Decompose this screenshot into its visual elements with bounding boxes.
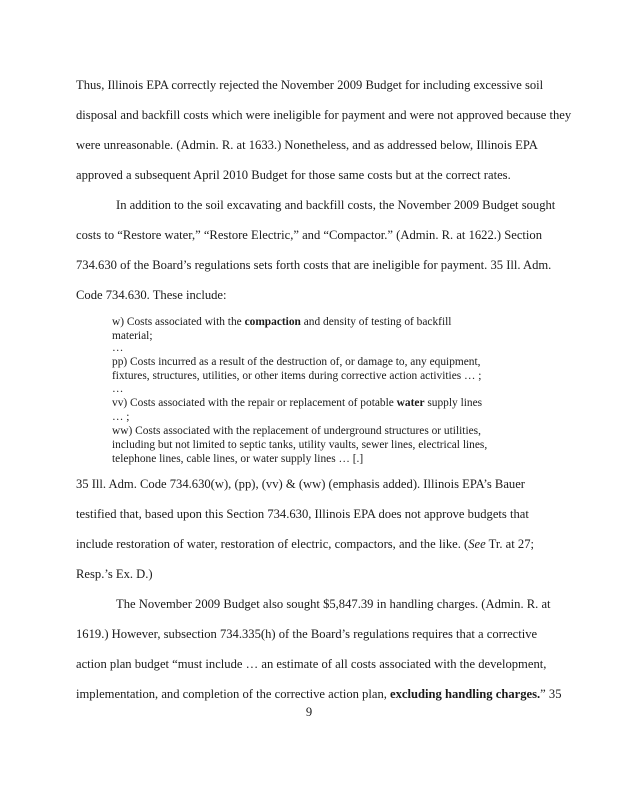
quote-item-pp-line-2: fixtures, structures, utilities, or other items during corrective action activities … ; — [112, 370, 482, 382]
quote-w-text: w) Costs associated with the — [112, 316, 245, 328]
see-signal: See — [468, 537, 486, 551]
quote-vv-text: vv) Costs associated with the repair or replacement of potable — [112, 397, 397, 409]
quote-w-text-end: and density of testing of backfill — [300, 316, 452, 328]
paragraph-2-line-4: Code 734.630. These include: — [76, 288, 227, 302]
quote-w-emphasis: compaction — [244, 316, 301, 328]
paragraph-3-line-3 — [76, 536, 546, 552]
paragraph-1-line-2: disposal and backfill costs which were ineligible for payment and were not approved because they — [76, 108, 572, 122]
quote-item-ww-line-3: telephone lines, cable lines, or water supply lines … [.] — [112, 453, 364, 465]
paragraph-4-emphasis: excluding handling charges. — [390, 687, 541, 701]
paragraph-3-line-3-end: Tr. at 27; — [485, 537, 534, 551]
paragraph-4-line-1: The November 2009 Budget also sought $5,847.39 in handling charges. (Admin. R. at — [116, 597, 551, 611]
paragraph-2-line-1: In addition to the soil excavating and backfill costs, the November 2009 Budget sought — [116, 198, 556, 212]
quote-item-ww-line-2: including but not limited to septic tanks, utility vaults, sewer lines, electrical lines, — [112, 439, 488, 451]
page-number: 9 — [305, 705, 313, 719]
paragraph-4-line-4 — [76, 686, 562, 702]
paragraph-3-line-3-text: include restoration of water, restoration of electric, compactors, and the like. ( — [76, 537, 469, 551]
paragraph-2-line-3: 734.630 of the Board’s regulations sets forth costs that are ineligible for payment. 35 Ill. Adm. — [76, 258, 552, 272]
paragraph-4-line-4-end: ” 35 — [540, 687, 562, 701]
paragraph-1-line-3: were unreasonable. (Admin. R. at 1633.) Nonetheless, and as addressed below, Illinois EPA — [76, 138, 538, 152]
quote-item-vv — [112, 397, 512, 411]
quote-item-vv-line-2: … ; — [112, 411, 130, 423]
quote-item-w — [112, 316, 512, 330]
paragraph-3-line-1: 35 Ill. Adm. Code 734.630(w), (pp), (vv) & (ww) (emphasis added). Illinois EPA’s Bauer — [76, 477, 526, 491]
paragraph-2-line-2: costs to “Restore water,” “Restore Electric,” and “Compactor.” (Admin. R. at 1622.) Section — [76, 228, 543, 242]
paragraph-4-line-4-text: implementation, and completion of the corrective action plan, — [76, 687, 391, 701]
quote-vv-text-end: supply lines — [424, 397, 483, 409]
quote-item-w-line-2: material; — [112, 330, 153, 342]
quote-item-ww-line-1: ww) Costs associated with the replacement of underground structures or utilities, — [112, 425, 481, 437]
paragraph-3-line-4: Resp.’s Ex. D.) — [76, 567, 153, 581]
quote-item-pp-line-1: pp) Costs incurred as a result of the destruction of, or damage to, any equipment, — [112, 356, 481, 368]
paragraph-4-line-3: action plan budget “must include … an estimate of all costs associated with the development, — [76, 657, 547, 671]
paragraph-3-line-2: testified that, based upon this Section 734.630, Illinois EPA does not approve budgets that — [76, 507, 529, 521]
quote-vv-emphasis: water — [396, 397, 425, 409]
paragraph-1-line-1: Thus, Illinois EPA correctly rejected the November 2009 Budget for including excessive soil — [76, 78, 544, 92]
quote-ellipsis-1: … — [112, 342, 124, 354]
paragraph-4-line-2: 1619.) However, subsection 734.335(h) of the Board’s regulations requires that a corrective — [76, 627, 538, 641]
quote-ellipsis-2: … — [112, 383, 124, 395]
paragraph-1-line-4: approved a subsequent April 2010 Budget for those same costs but at the correct rates. — [76, 168, 511, 182]
